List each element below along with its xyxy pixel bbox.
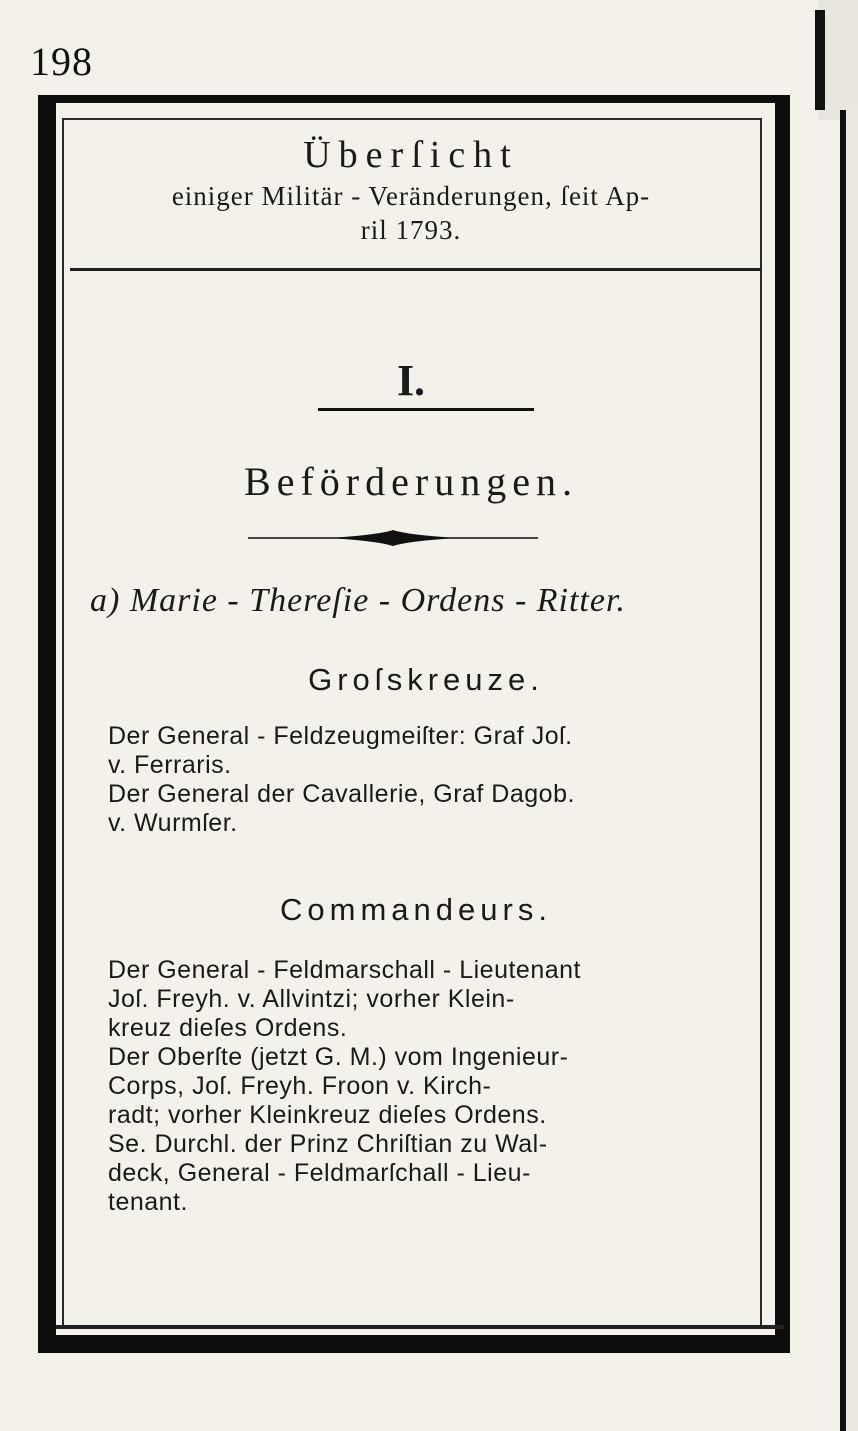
list-item xyxy=(108,1043,770,1130)
header-title: Überſicht xyxy=(303,134,519,176)
entry-line: deck, General - Feldmarſchall - Lieu- xyxy=(108,1159,531,1187)
entry-line: Se. Durchl. der Prinz Chriſtian zu Wal- xyxy=(108,1130,548,1158)
section-heading: Beförderungen. xyxy=(244,459,578,504)
entry-line: v. Wurmſer. xyxy=(108,809,238,837)
commandeurs-heading: Commandeurs. xyxy=(280,892,552,927)
entry-line: Corps, Joſ. Freyh. Froon v. Kirch- xyxy=(108,1072,492,1100)
list-item xyxy=(108,1130,770,1217)
commandeurs-list xyxy=(108,956,770,1217)
list-item xyxy=(108,780,768,838)
numeral-divider xyxy=(318,408,534,411)
section-numeral: I. xyxy=(396,356,426,405)
header-subtitle-line1: einiger Militär - Veränderungen, ſeit Ap- xyxy=(171,181,651,211)
facing-page-edge xyxy=(840,110,858,1431)
entry-line: tenant. xyxy=(108,1188,188,1216)
ornament-divider-icon xyxy=(248,526,538,550)
bottom-divider xyxy=(56,1325,784,1329)
entry-line: Joſ. Freyh. v. Allvintzi; vorher Klein- xyxy=(108,985,515,1013)
header-subtitle-line2: ril 1793. xyxy=(360,215,462,245)
header-block xyxy=(66,125,756,247)
list-item xyxy=(108,956,770,1043)
list-item xyxy=(108,722,768,780)
entry-line: v. Ferraris. xyxy=(108,751,232,779)
header-divider xyxy=(70,268,762,271)
grosskreuze-heading: Groſskreuze. xyxy=(308,662,544,697)
subsection-label: a) Marie - Thereſie - Ordens - Ritter. xyxy=(90,582,626,619)
entry-line: Der General der Cavallerie, Graf Dagob. xyxy=(108,780,575,808)
grosskreuze-list xyxy=(108,722,768,838)
entry-line: radt; vorher Kleinkreuz dieſes Ordens. xyxy=(108,1101,547,1129)
entry-line: Der General - Feldmarschall - Lieutenant xyxy=(108,956,581,984)
page-number: 198 xyxy=(30,39,93,84)
entry-line: kreuz dieſes Ordens. xyxy=(108,1014,348,1042)
entry-line: Der Oberſte (jetzt G. M.) vom Ingenieur- xyxy=(108,1043,569,1071)
entry-line: Der General - Feldzeugmeiſter: Graf Joſ. xyxy=(108,722,573,750)
binding-shadow xyxy=(815,10,825,110)
